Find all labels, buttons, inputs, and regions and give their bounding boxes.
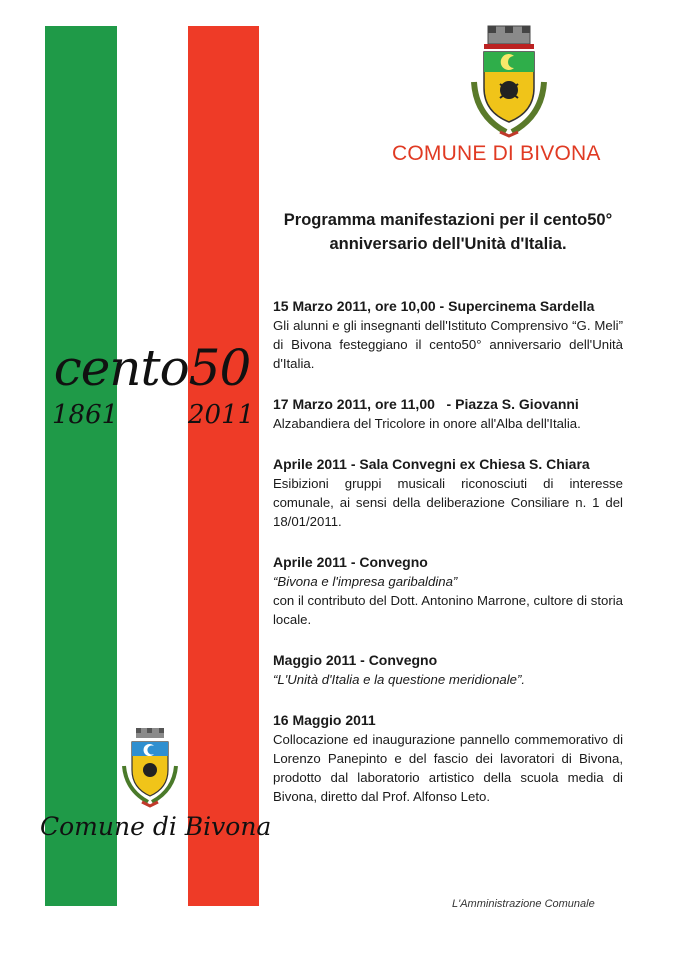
program-title-line-1: Programma manifestazioni per il cento50° (283, 211, 613, 229)
event-item (273, 394, 623, 433)
event-quote: “L'Unità d'Italia e la questione meridionale”. (273, 672, 526, 687)
event-heading: 15 Marzo 2011, ore 10,00 - Supercinema Sardella (273, 298, 595, 314)
event-quote: “Bivona e l'impresa garibaldina” (273, 574, 458, 589)
program-title-line-2: anniversario dell'Unità d'Italia. (329, 235, 567, 253)
event-list (273, 296, 623, 827)
event-description: Gli alunni e gli insegnanti dell'Istituto Comprensivo “G. Meli” di Bivona festeggiano il cento50° anniversario dell'Unità d'Italia. (273, 318, 623, 371)
year-end: 2011 (188, 400, 255, 430)
event-item (273, 296, 623, 373)
cento50-title: cento50 (53, 339, 251, 397)
event-item (273, 552, 623, 629)
event-heading: Maggio 2011 - Convegno (273, 652, 438, 668)
event-description: Alzabandiera del Tricolore in onore all'Alba dell'Italia. (273, 416, 581, 431)
comune-script-name: Comune di Bivona (40, 812, 272, 841)
event-item (273, 454, 623, 531)
coat-of-arms-icon (118, 726, 182, 810)
event-heading: 17 Marzo 2011, ore 11,00 - Piazza S. Giovanni (273, 396, 579, 412)
year-start: 1861 (52, 400, 119, 430)
event-heading: Aprile 2011 - Convegno (273, 554, 428, 570)
event-item (273, 710, 623, 806)
signature: L'Amministrazione Comunale (452, 898, 595, 910)
event-description: Esibizioni gruppi musicali riconosciuti di interesse comunale, ai sensi della deliberazione Consiliare n. 1 del 18/01/2011. (273, 476, 623, 529)
flag-green-stripe (45, 26, 117, 906)
coat-of-arms-icon (468, 22, 550, 140)
event-heading: Aprile 2011 - Sala Convegni ex Chiesa S. Chiara (273, 456, 590, 472)
comune-header: COMUNE DI BIVONA (392, 142, 601, 165)
event-description: con il contributo del Dott. Antonino Marrone, cultore di storia locale. (273, 593, 623, 627)
event-description: Collocazione ed inaugurazione pannello commemorativo di Lorenzo Panepinto e del fascio dei lavoratori di Bivona, prodotto dal laboratorio artistico della scuola media di Bivona, diretto dal Prof. Alfonso Leto. (273, 732, 623, 804)
event-item (273, 650, 623, 689)
event-heading: 16 Maggio 2011 (273, 712, 376, 728)
flag-red-stripe (188, 26, 259, 906)
program-title (268, 208, 628, 256)
